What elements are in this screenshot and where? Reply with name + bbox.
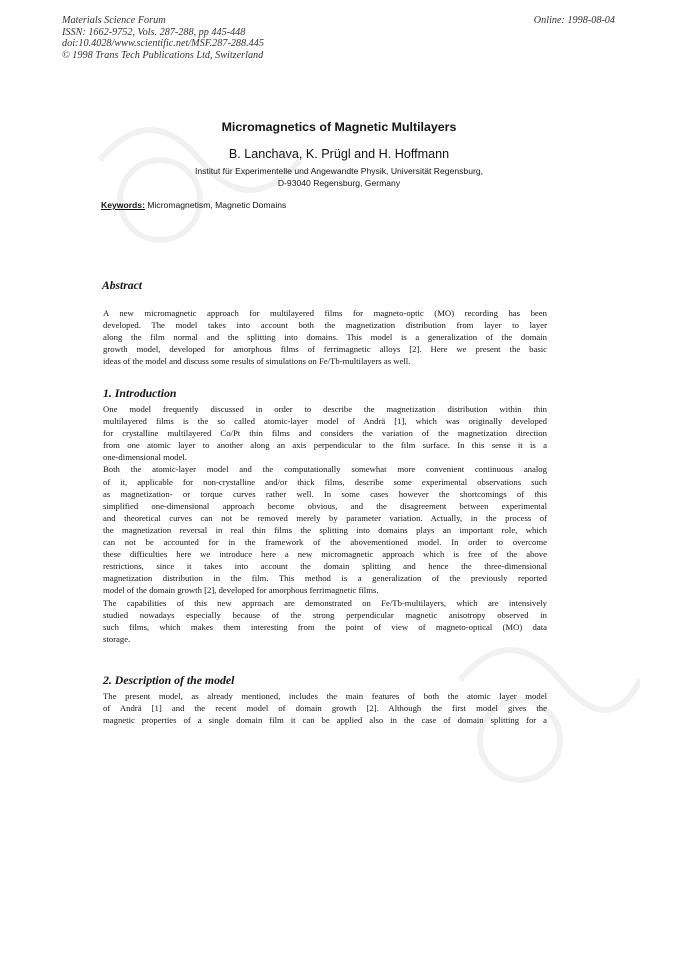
text-line: The capabilities of this new approach are demonstrated on Fe/Tb-multilayers, which are intensively <box>103 597 547 608</box>
text-line: of Andrä [1] and the recent model of domain growth [2]. Although the first model gives the <box>103 703 547 714</box>
text-line: and theoretical curves can not be removed merely by parameter variation. Actually, in the process of <box>103 512 547 523</box>
text-line: of it, applicable for non-crystalline and/or thick films, describe some experimental observations such <box>103 476 547 487</box>
affiliation <box>0 165 678 189</box>
text-line: ideas of the model and discuss some results of simulations on Fe/Tb-multilayers as well. <box>103 356 411 367</box>
text-line: storage. <box>103 633 131 644</box>
text-line: magnetization distribution in the film. This method is a generalization of the previously reported <box>103 573 547 584</box>
paper-title: Micromagnetics of Magnetic Multilayers <box>221 120 457 134</box>
text-line: One model frequently discussed in order to describe the magnetization distribution within thin <box>103 404 547 414</box>
author-list: B. Lanchava, K. Prügl and H. Hoffmann <box>228 147 450 161</box>
text-line: A new micromagnetic approach for multilayered films for magneto-optic (MO) recording has been <box>103 308 547 318</box>
text-line: these difficulties here we introduce here a new micromagnetic approach which is free of the above <box>103 549 547 560</box>
text-line: studied nowadays especially because of the strong perpendicular magnetic anisotropy observed in <box>103 609 547 620</box>
affiliation-line: Institut für Experimentelle und Angewandte Physik, Universität Regensburg, <box>194 166 484 176</box>
abstract-heading: Abstract <box>102 279 142 292</box>
text-line: for crystalline multilayered Co/Pt thin films and considers the variation of the magnetization direction <box>103 428 547 439</box>
text-line: can not be accounted for in the framework of the abovementioned model. In order to overcome <box>103 537 547 548</box>
introduction-body <box>103 403 547 645</box>
model-description-heading: 2. Description of the model <box>103 673 235 687</box>
text-line: The present model, as already mentioned, includes the main features of both the atomic layer model <box>103 691 547 701</box>
text-line: the magnetization reversal in real thin films the splitting into domains plays an important role, which <box>103 524 547 535</box>
text-line: restrictions, since it takes into account the domain splitting and hence the three-dimensional <box>103 561 547 572</box>
keywords <box>101 200 286 210</box>
journal-citation <box>62 15 264 61</box>
introduction-heading: 1. Introduction <box>103 386 177 400</box>
text-line: from one atomic layer to another along an axis perpendicular to the film surface. In this sense it is a <box>103 440 547 451</box>
text-line: developed. The model takes into account both the magnetization distribution from layer to layer <box>103 320 547 331</box>
text-line: as magnetization- or torque curves rather well. In some cases however the shortcomings of this <box>103 488 547 499</box>
copyright-line: © 1998 Trans Tech Publications Ltd, Switzerland <box>62 49 264 61</box>
journal-name: Materials Science Forum <box>62 15 166 26</box>
text-line: growth model, developed for amorphous films of ferrimagnetic alloys [2]. Here we present the basic <box>103 344 547 355</box>
text-line: one-dimensional model. <box>103 452 187 463</box>
text-line: multilayered films is the so called atomic-layer model of Andrä [1], which was originally developed <box>103 416 547 427</box>
model-description-body <box>103 690 547 726</box>
text-line: simplified one-dimensional approach become obvious, and the disagreement between experimental <box>103 500 547 511</box>
abstract-body <box>103 307 547 367</box>
keywords-label: Keywords: <box>101 200 145 210</box>
text-line: such films, which makes them interesting from the point of view of magneto-optical (MO) data <box>103 621 547 632</box>
online-date: Online: 1998-08-04 <box>533 15 615 26</box>
text-line: Both the atomic-layer model and the computationally somewhat more convenient continuous analog <box>103 464 547 475</box>
affiliation-line: D-93040 Regensburg, Germany <box>277 178 401 188</box>
issn-line: ISSN: 1662-9752, Vols. 287-288, pp 445-448 <box>62 26 246 38</box>
keywords-text: Micromagnetism, Magnetic Domains <box>144 200 287 210</box>
text-line: along the film normal and the splitting into domains. This model is a generalization of the domain <box>103 332 547 343</box>
text-line: model of the domain growth [2], developed for amorphous ferrimagnetic films. <box>103 585 379 596</box>
doi-line: doi:10.4028/www.scientific.net/MSF.287-288.445 <box>62 38 264 50</box>
text-line: magnetic properties of a single domain film it can be applied also in the case of domain splitting for a <box>103 715 547 726</box>
